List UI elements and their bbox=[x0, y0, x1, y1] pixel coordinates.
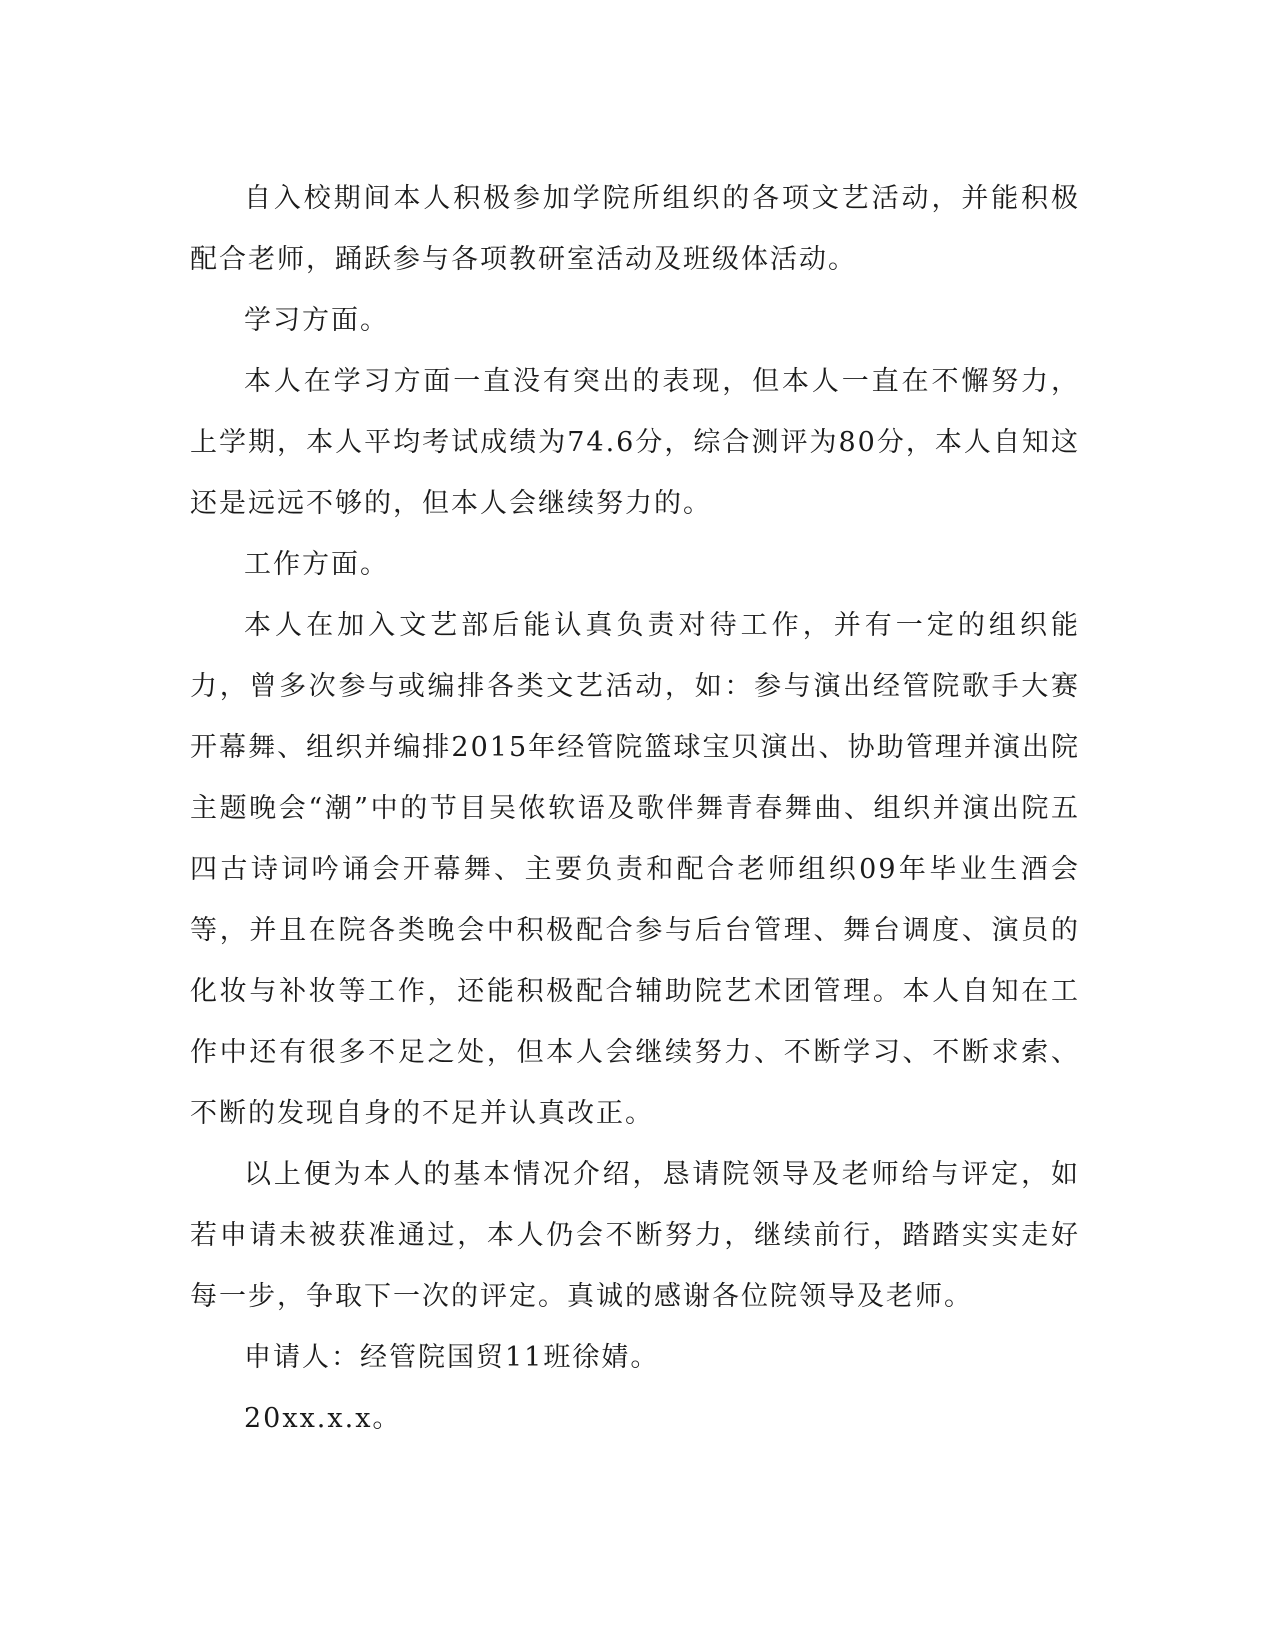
paragraph-work: 本人在加入文艺部后能认真负责对待工作，并有一定的组织能力，曾多次参与或编排各类文艺活动，如：参与演出经管院歌手大赛开幕舞、组织并编排2015年经管院篮球宝贝演出、协助管理并演出院主题晚会“潮”中的节目吴侬软语及歌伴舞青春舞曲、组织并演出院五四古诗词吟诵会开幕舞、主要负责和配合老师组织09年毕业生酒会等，并且在院各类晚会中积极配合参与后台管理、舞台调度、演员的化妆与补妆等工作，还能积极配合辅助院艺术团管理。本人自知在工作中还有很多不足之处，但本人会继续努力、不断学习、不断求索、不断的发现自身的不足并认真改正。 bbox=[190, 610, 1080, 1129]
heading-study: 学习方面。 bbox=[244, 305, 389, 336]
paragraph-study: 本人在学习方面一直没有突出的表现，但本人一直在不懈努力，上学期，本人平均考试成绩为74.6分，综合测评为80分，本人自知这还是远远不够的，但本人会继续努力的。 bbox=[190, 366, 1080, 519]
applicant-line: 申请人：经管院国贸11班徐婧。 bbox=[244, 1342, 660, 1373]
heading-work: 工作方面。 bbox=[244, 549, 389, 580]
paragraph-conclusion: 以上便为本人的基本情况介绍，恳请院领导及老师给与评定，如若申请未被获准通过，本人仍会不断努力，继续前行，踏踏实实走好每一步，争取下一次的评定。真诚的感谢各位院领导及老师。 bbox=[190, 1159, 1080, 1312]
paragraph-activities: 自入校期间本人积极参加学院所组织的各项文艺活动，并能积极配合老师，踊跃参与各项教研室活动及班级体活动。 bbox=[190, 183, 1080, 275]
document-body bbox=[190, 168, 1080, 1449]
date-line: 20xx.x.x。 bbox=[244, 1403, 402, 1434]
